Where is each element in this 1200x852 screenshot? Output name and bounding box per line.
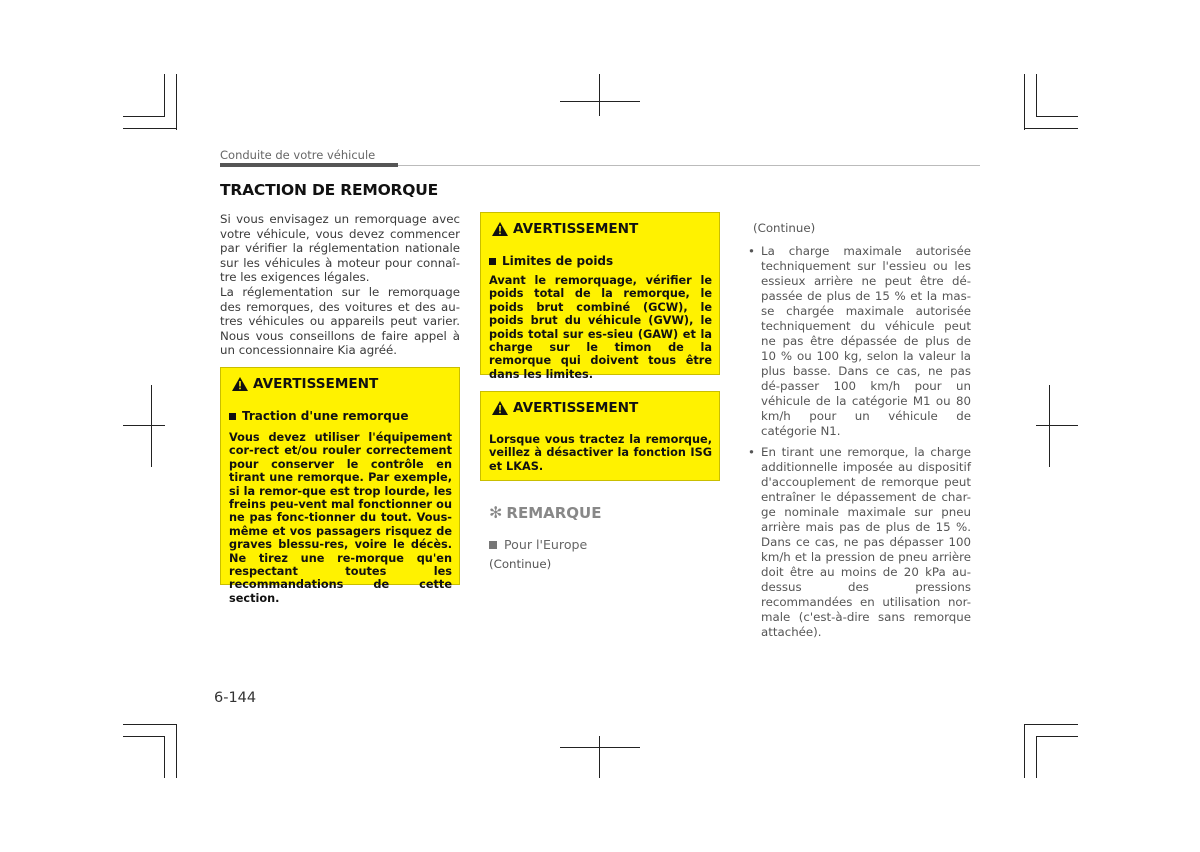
warning-triangle-icon <box>492 222 508 236</box>
list-item-text: La charge maximale autorisée techniquement sur l'essieu ou les essieux arrière ne peut être dé-passée de plus de 15 % et la mas-se chargée maximale autorisée techniquement du véhicule peut ne pas être dépassée de plus de 10 % ou 100 kg, selon la valeur la plus basse. Dans ce cas, ne pas dé-passer 100 km/h pour un véhicule de la catégorie M1 ou 80 km/h pour un véhicule de catégorie N1. <box>761 244 971 438</box>
warning-subheading <box>489 254 613 268</box>
warning-triangle-icon <box>232 377 248 391</box>
continued-label: (Continue) <box>753 221 816 235</box>
note-title: REMARQUE <box>506 503 602 522</box>
warning-box-isg-lkas <box>480 391 720 481</box>
warning-subtitle: Limites de poids <box>502 254 614 268</box>
bullet-dot-icon: • <box>748 244 755 258</box>
warning-heading <box>492 400 638 416</box>
list-item-text: En tirant une remorque, la charge additionnelle imposée au dispositif d'accouplement de remorque peut entraîner le dépassement de char-ge nominale maximale sur pneu arrière mais pas de plus de 15 %. Dans ce cas, ne pas dépasser 100 km/h et la pression de pneu arrière doit être au moins de 20 kPa au-dessus des pressions recommandées en utilisation nor-male (c'est-à-dire sans remorque attachée). <box>761 445 971 639</box>
intro-text <box>220 212 460 358</box>
list-item <box>748 445 971 640</box>
page-number: 6-144 <box>214 690 257 706</box>
warning-title: AVERTISSEMENT <box>253 376 379 392</box>
square-bullet-icon <box>489 258 496 265</box>
intro-paragraph-2: La réglementation sur le remorquage des remorques, des voitures et des au-tres véhicules ou appareils peut varier. Nous vous conseillons de faire appel à un concessionnaire Kia agréé. <box>220 284 460 358</box>
warning-box-trailer <box>220 367 460 605</box>
list-item <box>748 244 971 439</box>
square-bullet-icon <box>489 541 497 549</box>
warning-triangle-icon <box>492 401 508 415</box>
warning-heading <box>492 221 638 237</box>
bullet-dot-icon: • <box>748 445 755 459</box>
asterisk-icon: ✻ <box>489 503 503 522</box>
warning-body: Avant le remorquage, vérifier le poids total de la remorque, le poids brut combiné (GCW), le poids brut du véhicule (GVW), le poids total sur es-sieu (GAW) et la charge sur le timon de la remorque qui doivent tous être dans les limites. <box>489 274 712 381</box>
note-heading <box>489 503 601 522</box>
warning-subtitle: Traction d'une remorque <box>242 409 409 423</box>
warning-box-weight-limits <box>480 212 720 381</box>
header-rule <box>398 165 980 166</box>
warning-subheading <box>229 409 408 423</box>
bullet-list <box>748 244 971 646</box>
square-bullet-icon <box>229 413 236 420</box>
note-subtitle: Pour l'Europe <box>504 537 588 552</box>
warning-body: Vous devez utiliser l'équipement cor-rect et/ou rouler correctement pour conserver le contrôle en tirant une remorque. Par exemple, si la remor-que est trop lourde, les freins peu-vent mal fonctionner ou ne pas fonc-tionner du tout. Vous-même et vos passagers risquez de graves blessu-res, voire le décès. Ne tirez une re-morque qu'en respectant toutes les recommandations de cette section. <box>229 431 452 605</box>
note-subheading <box>489 537 587 552</box>
intro-paragraph-1: Si vous envisagez un remorquage avec votre véhicule, vous devez commencer par vérifier la réglementation nationale sur les véhicules à moteur pour connaî-tre les exigences légales. <box>220 212 460 285</box>
section-title: TRACTION DE REMORQUE <box>220 181 439 199</box>
warning-title: AVERTISSEMENT <box>513 221 639 237</box>
header-rule-accent <box>220 163 398 167</box>
running-header: Conduite de votre véhicule <box>220 148 376 162</box>
warning-heading <box>232 376 378 392</box>
warning-title: AVERTISSEMENT <box>513 400 639 416</box>
warning-body: Lorsque vous tractez la remorque, veillez à désactiver la fonction ISG et LKAS. <box>489 433 712 473</box>
note-continue: (Continue) <box>489 557 552 571</box>
